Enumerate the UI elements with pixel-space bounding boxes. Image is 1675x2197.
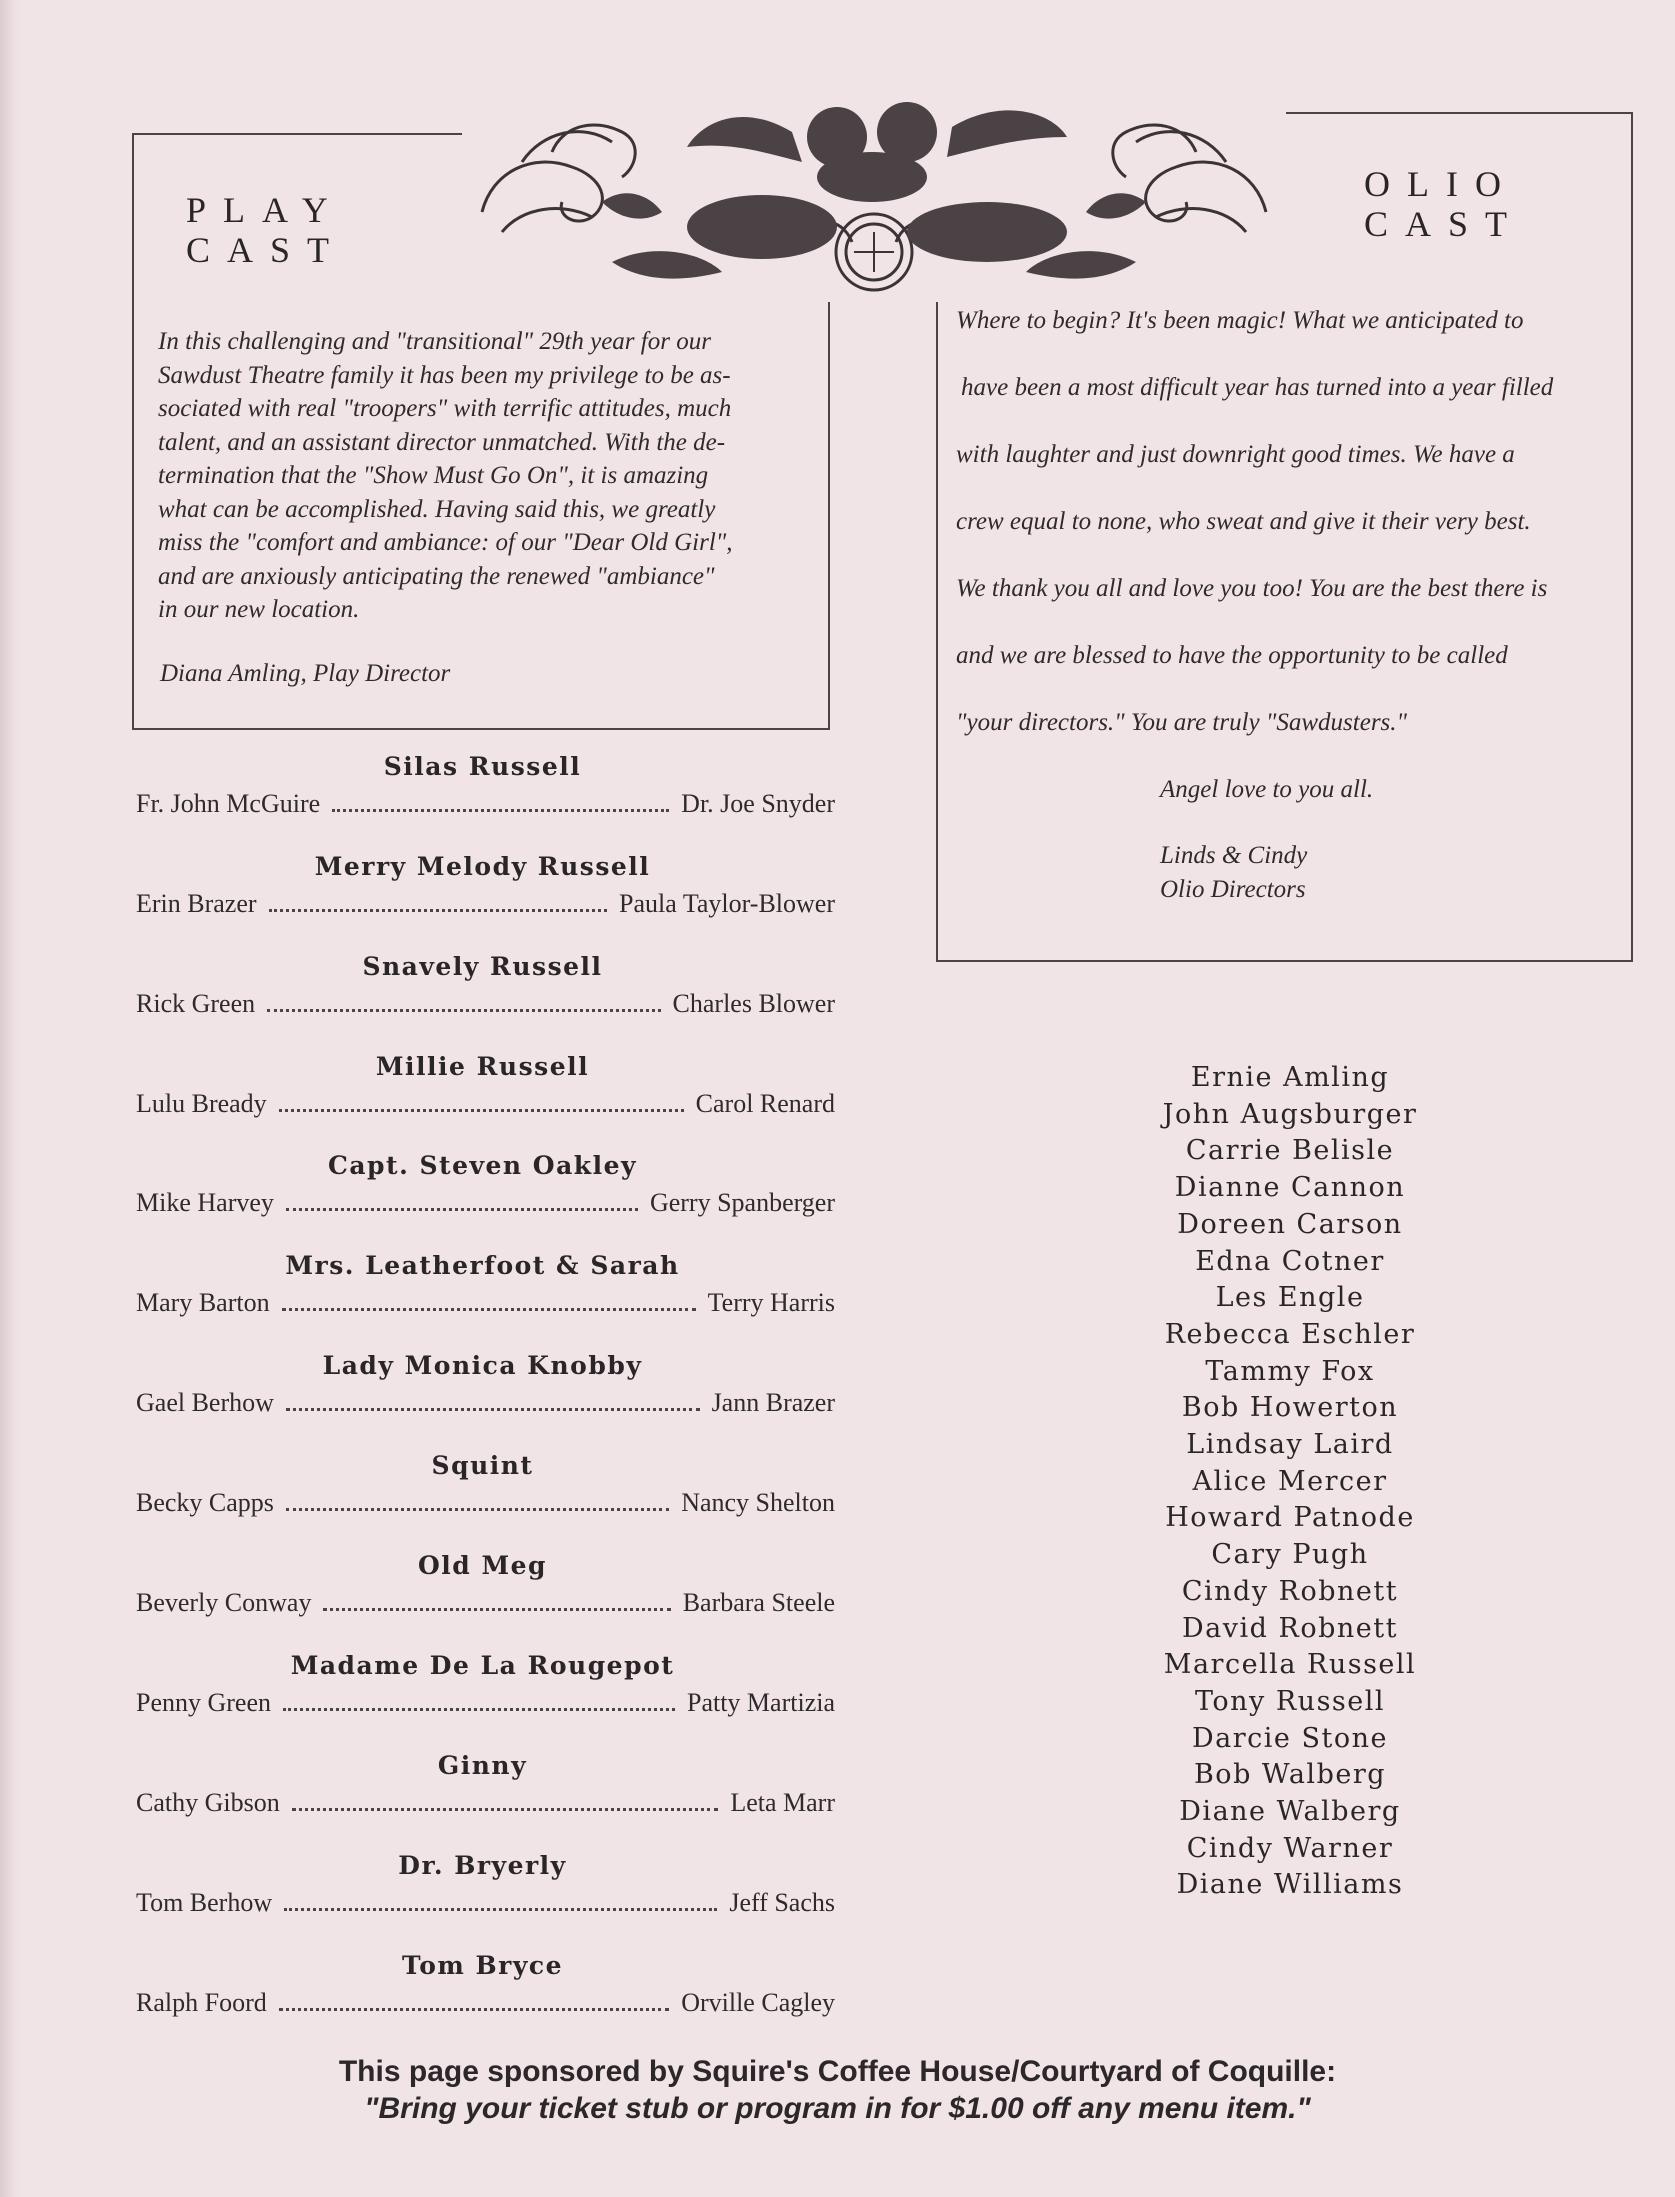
role-actors: [136, 889, 835, 919]
role-entry: [130, 1851, 835, 1941]
olio-cast-member: Rebecca Eschler: [1164, 1318, 1416, 1350]
cherub-ornament-icon: [462, 92, 1286, 302]
olio-signature-names: Linds & Cindy: [1160, 842, 1308, 869]
olio-closing: Angel love to you all.: [1160, 776, 1374, 803]
role-name: Squint: [431, 1451, 534, 1480]
play-message-line: sociated with real "troopers" with terrific attitudes, much: [158, 395, 732, 422]
olio-message-line: We thank you all and love you too! You are the best there is: [956, 575, 1548, 602]
olio-cast-member: Ernie Amling: [1190, 1062, 1390, 1093]
actor-first: Beverly Conway: [136, 1588, 312, 1617]
dot-leader: [332, 791, 669, 812]
dot-leader: [279, 1990, 669, 2011]
olio-cast-member: John Augsburger: [1162, 1098, 1418, 1130]
actor-first: Fr. John McGuire: [136, 789, 321, 818]
play-message-line: termination that the "Show Must Go On", it is amazing: [158, 462, 709, 489]
olio-cast-member: Cindy Robnett: [1181, 1575, 1399, 1607]
olio-message-line: "your directors." You are truly "Sawdusters.": [956, 709, 1408, 736]
actor-first: Cathy Gibson: [136, 1788, 280, 1817]
olio-cast-member: David Robnett: [1182, 1612, 1398, 1644]
role-entry: [130, 1351, 835, 1441]
olio-cast-member: Howard Patnode: [1165, 1502, 1415, 1534]
role-name: Tom Bryce: [401, 1951, 564, 1980]
dot-leader: [282, 1290, 696, 1311]
actor-first: Ralph Foord: [136, 1988, 267, 2017]
role-actors: [136, 1988, 835, 2018]
olio-signature-title: Olio Directors: [1160, 876, 1306, 903]
role-name: Merry Melody Russell: [314, 852, 651, 881]
olio-cast-member: Diane Walberg: [1179, 1796, 1401, 1828]
role-actors: [136, 1688, 835, 1718]
olio-message-line: with laughter and just downright good times. We have a: [956, 441, 1515, 468]
dot-leader: [292, 1790, 719, 1811]
sponsor-line: This page sponsored by Squire's Coffee House/Courtyard of Coquille:: [338, 2055, 1337, 2088]
role-entry: [130, 1151, 835, 1241]
dot-leader: [267, 991, 660, 1012]
play-cast-title: [186, 190, 346, 270]
role-entry: [130, 1651, 835, 1741]
actor-second: Terry Harris: [707, 1288, 835, 1317]
dot-leader: [283, 1690, 675, 1711]
actor-first: Rick Green: [136, 989, 256, 1018]
olio-cast-title: [1364, 164, 1524, 244]
dot-leader: [323, 1590, 670, 1611]
role-actors: [136, 1888, 835, 1918]
role-actors: [136, 1588, 835, 1618]
role-entry: [130, 1551, 835, 1641]
actor-second: Gerry Spanberger: [649, 1188, 835, 1217]
role-actors: [136, 1089, 835, 1119]
dot-leader: [284, 1890, 717, 1911]
play-message-line: in our new location.: [158, 596, 360, 623]
role-actors: [136, 1288, 835, 1318]
actor-second: Patty Martizia: [686, 1688, 835, 1717]
role-actors: [136, 1488, 835, 1518]
role-name: Millie Russell: [375, 1052, 590, 1081]
actor-second: Nancy Shelton: [681, 1488, 835, 1517]
olio-cast-member: Marcella Russell: [1163, 1649, 1417, 1681]
actor-second: Orville Cagley: [681, 1988, 835, 2017]
olio-cast-member: Lindsay Laird: [1186, 1429, 1394, 1461]
role-name: Lady Monica Knobby: [322, 1351, 643, 1380]
play-director-signature: Diana Amling, Play Director: [160, 660, 451, 687]
actor-first: Tom Berhow: [136, 1888, 273, 1917]
play-director-message: [158, 325, 798, 627]
actor-first: Penny Green: [136, 1688, 272, 1717]
actor-second: Jann Brazer: [711, 1388, 835, 1417]
olio-message-line: Where to begin? It's been magic! What we anticipated to: [956, 307, 1524, 334]
role-actors: [136, 789, 835, 819]
role-entry: [130, 1251, 835, 1341]
role-name: Capt. Steven Oakley: [327, 1151, 638, 1180]
role-name: Snavely Russell: [362, 952, 603, 981]
olio-message-line: have been a most difficult year has turned into a year filled: [961, 374, 1554, 401]
role-entry: [130, 752, 835, 842]
olio-cast-member: Edna Cotner: [1195, 1245, 1385, 1277]
play-message-line: talent, and an assistant director unmatched. With the de-: [158, 428, 726, 456]
olio-cast-member: Cary Pugh: [1211, 1539, 1369, 1571]
role-actors: [136, 989, 835, 1019]
olio-cast-member: Carrie Belisle: [1185, 1135, 1395, 1167]
actor-second: Carol Renard: [695, 1089, 835, 1118]
olio-cast-member: Tammy Fox: [1205, 1355, 1375, 1387]
play-title-line2: CAST: [186, 230, 347, 270]
actor-second: Barbara Steele: [682, 1588, 835, 1617]
role-actors: [136, 1388, 835, 1418]
olio-cast-member: Bob Howerton: [1181, 1392, 1399, 1424]
role-entry: [130, 1451, 835, 1541]
role-name: Ginny: [437, 1751, 528, 1780]
role-entry: [130, 1052, 835, 1142]
dot-leader: [286, 1490, 669, 1511]
role-entry: [130, 1751, 835, 1841]
actor-first: Mary Barton: [136, 1288, 270, 1317]
role-name: Dr. Bryerly: [398, 1851, 567, 1880]
olio-message-line: crew equal to none, who sweat and give it their very best.: [956, 508, 1531, 535]
role-entry: [130, 852, 835, 942]
role-name: Silas Russell: [383, 752, 582, 781]
actor-first: Becky Capps: [136, 1488, 274, 1517]
role-name: Madame De La Rougepot: [290, 1651, 675, 1680]
role-actors: [136, 1788, 835, 1818]
play-message-line: In this challenging and "transitional" 29th year for our: [158, 328, 711, 355]
play-message-line: miss the "comfort and ambiance: of our "Dear Old Girl",: [158, 529, 733, 556]
olio-cast-member: Alice Mercer: [1192, 1465, 1388, 1497]
actor-second: Jeff Sachs: [729, 1888, 835, 1917]
olio-cast-member: Cindy Warner: [1186, 1832, 1394, 1864]
actor-second: Leta Marr: [730, 1788, 835, 1817]
dot-leader: [279, 1091, 684, 1112]
play-message-line: Sawdust Theatre family it has been my privilege to be as-: [158, 361, 731, 389]
page-edge-shadow: [0, 0, 26, 2197]
olio-title-line2: CAST: [1364, 204, 1525, 244]
play-message-line: what can be accomplished. Having said this, we greatly: [158, 495, 716, 523]
actor-first: Erin Brazer: [136, 889, 257, 918]
role-name: Mrs. Leatherfoot & Sarah: [285, 1251, 680, 1280]
dot-leader: [269, 891, 607, 912]
actor-second: Paula Taylor-Blower: [619, 889, 835, 918]
play-title-line1: PLAY: [186, 190, 345, 230]
dot-leader: [286, 1390, 700, 1411]
olio-cast-list: [1110, 1060, 1470, 1904]
olio-cast-member: Doreen Carson: [1177, 1208, 1403, 1240]
dot-leader: [286, 1190, 638, 1211]
actor-second: Dr. Joe Snyder: [681, 789, 835, 818]
olio-cast-member: Bob Walberg: [1193, 1759, 1387, 1791]
actor-first: Gael Berhow: [136, 1388, 274, 1417]
role-entry: [130, 952, 835, 1042]
olio-cast-member: Diane Williams: [1176, 1869, 1404, 1901]
role-name: Old Meg: [417, 1551, 548, 1580]
olio-cast-member: Les Engle: [1215, 1282, 1365, 1314]
olio-title-line1: OLIO: [1364, 164, 1518, 204]
role-actors: [136, 1188, 835, 1218]
play-message-line: and are anxiously anticipating the renewed "ambiance": [158, 562, 715, 590]
actor-first: Mike Harvey: [136, 1188, 274, 1217]
actor-first: Lulu Bready: [136, 1089, 267, 1118]
sponsor-offer: "Bring your ticket stub or program in for $1.00 off any menu item.": [364, 2092, 1311, 2125]
olio-cast-member: Tony Russell: [1194, 1685, 1386, 1717]
olio-cast-member: Darcie Stone: [1192, 1722, 1388, 1754]
role-entry: [130, 1951, 835, 2041]
olio-message-line: and we are blessed to have the opportunity to be called: [956, 642, 1508, 669]
olio-cast-member: Dianne Cannon: [1174, 1172, 1406, 1204]
actor-second: Charles Blower: [672, 989, 835, 1018]
